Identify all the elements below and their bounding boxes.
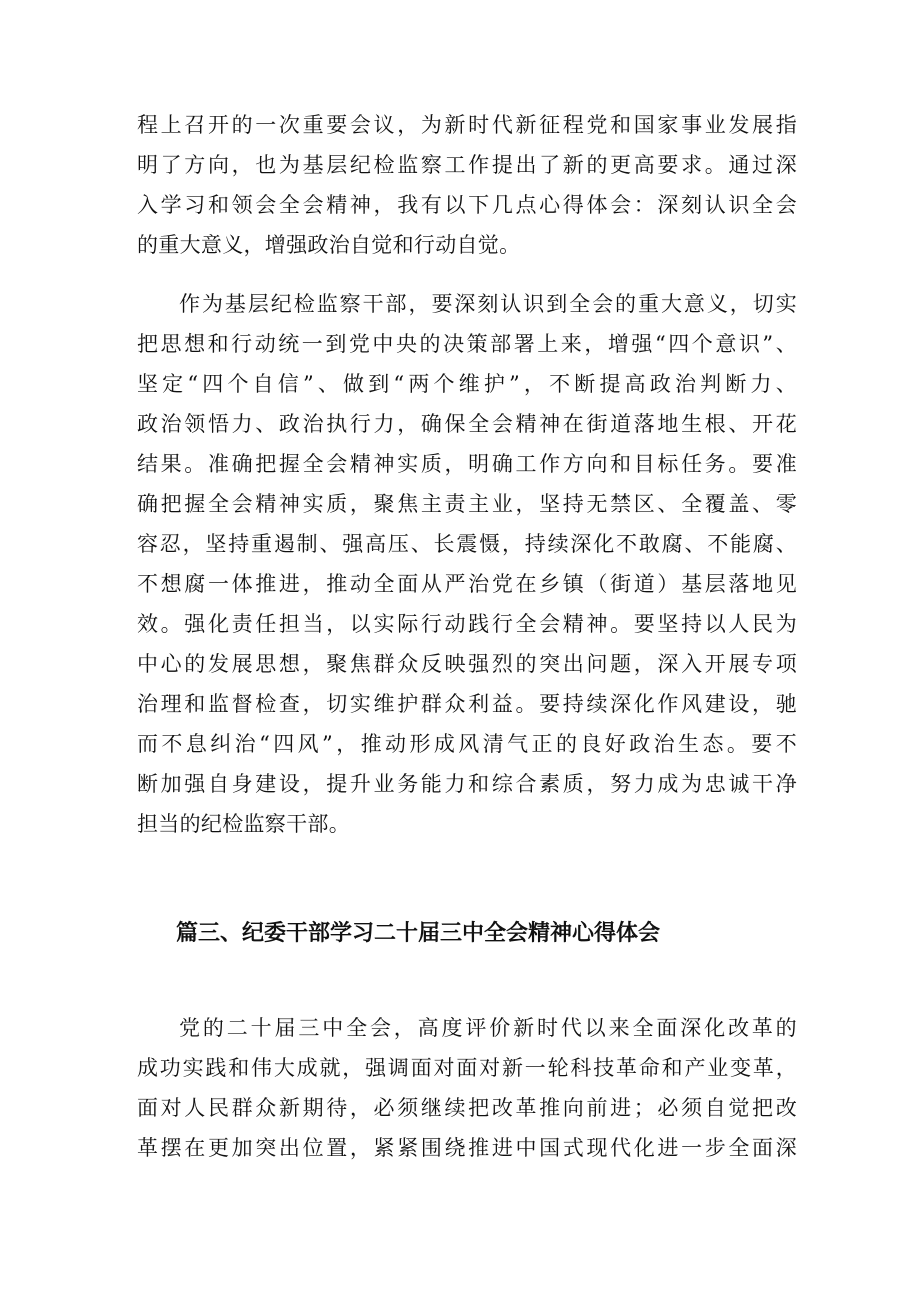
text-line: 党的二十届三中全会，高度评价新时代以来全面深化改革的 [179, 1016, 797, 1040]
text-line: 把思想和行动统一到党中央的决策部署上来，增强“四个意识”、 [137, 332, 797, 356]
paragraph-3 [137, 1008, 797, 1168]
text-line: 成功实践和伟大成就，强调面对面对新一轮科技革命和产业变革， [137, 1056, 797, 1080]
text-line: 结果。准确把握全会精神实质，明确工作方向和目标任务。要准 [137, 452, 797, 476]
text-line: 革摆在更加突出位置，紧紧围绕推进中国式现代化进一步全面深 [137, 1136, 797, 1160]
text-line: 作为基层纪检监察干部，要深刻认识到全会的重大意义，切实 [179, 292, 797, 316]
text-line: 而不息纠治“四风”，推动形成风清气正的良好政治生态。要不 [137, 732, 797, 756]
text-line: 效。强化责任担当，以实际行动践行全会精神。要坚持以人民为 [137, 612, 797, 636]
text-line: 的重大意义，增强政治自觉和行动自觉。 [137, 233, 521, 257]
text-line: 不想腐一体推进，推动全面从严治党在乡镇（街道）基层落地见 [137, 572, 797, 596]
text-line: 政治领悟力、政治执行力，确保全会精神在街道落地生根、开花 [137, 412, 797, 436]
text-line: 明了方向，也为基层纪检监察工作提出了新的更高要求。通过深 [137, 153, 797, 177]
paragraph-1 [137, 105, 797, 265]
text-line: 面对人民群众新期待，必须继续把改革推向前进；必须自觉把改 [137, 1096, 797, 1120]
section-heading: 篇三、纪委干部学习二十届三中全会精神心得体会 [176, 921, 661, 946]
text-line: 坚定“四个自信”、做到“两个维护”，不断提高政治判断力、 [137, 372, 797, 396]
text-line: 程上召开的一次重要会议，为新时代新征程党和国家事业发展指 [137, 113, 797, 137]
text-line: 担当的纪检监察干部。 [137, 812, 350, 836]
text-line: 容忍，坚持重遏制、强高压、长震慑，持续深化不敢腐、不能腐、 [137, 532, 797, 556]
text-line: 断加强自身建设，提升业务能力和综合素质，努力成为忠诚干净 [137, 772, 797, 796]
text-line: 入学习和领会全会精神，我有以下几点心得体会：深刻认识全会 [137, 193, 797, 217]
paragraph-2 [137, 284, 797, 844]
text-line: 确把握全会精神实质，聚焦主责主业，坚持无禁区、全覆盖、零 [137, 492, 797, 516]
text-line: 中心的发展思想，聚焦群众反映强烈的突出问题，深入开展专项 [137, 652, 797, 676]
text-line: 治理和监督检查，切实维护群众利益。要持续深化作风建设，驰 [137, 692, 797, 716]
